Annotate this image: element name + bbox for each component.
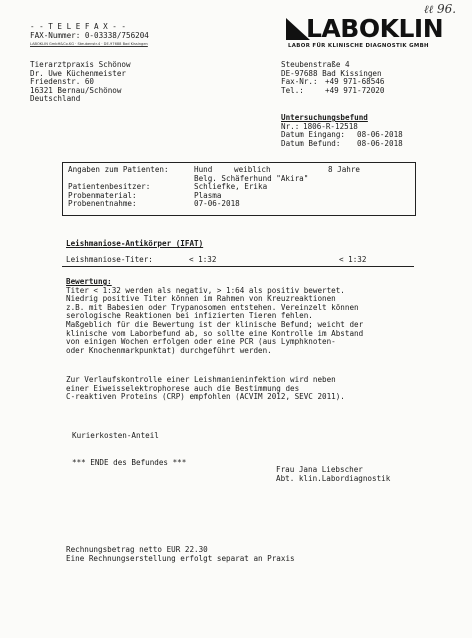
test-title: Leishmaniose-Antikörper (IFAT) (66, 239, 204, 248)
patient-details (68, 166, 360, 209)
test-reference-value: < 1:32 (339, 255, 367, 264)
material-label: Probenmaterial: (68, 190, 137, 200)
billing-note: Eine Rechnungserstellung erfolgt separat an Praxis (66, 553, 295, 563)
signature-name: Frau Jana Liebscher (276, 465, 363, 474)
follow-up-line: einer Eiweisselektrophorese auch die Bestimmung des (66, 383, 300, 393)
handwritten-mark-icon: ℓℓ (424, 3, 434, 16)
evaluation-line: serologische Reaktionen bei infizierten Tieren fehlen. (66, 311, 313, 321)
billing-amount: Rechnungsbetrag netto EUR 22.30 (66, 545, 208, 554)
lab-tel-value: +49 971-72020 (325, 85, 385, 95)
recipient-line: Deutschland (30, 94, 81, 104)
recipient-address (30, 61, 131, 104)
fax-sender-line: LABOKLIN GmbH&Co.KG · Steubenstr.4 · DE-97688 Bad Kissingen (30, 42, 148, 46)
test-row (66, 256, 366, 265)
evaluation-line: Maßgeblich für die Bewertung ist der klinische Befund; weicht der (66, 319, 364, 329)
evaluation-line: Niedrig positive Titer können im Rahmen von Kreuzreaktionen (66, 294, 336, 304)
patient-age: 8 Jahre (328, 165, 361, 174)
follow-up-line: C-reaktiven Proteins (CRP) empfohlen (ACVIM 2012, SEVC 2011). (66, 392, 345, 402)
evaluation (66, 278, 363, 355)
patient-row-sample-date (68, 200, 360, 209)
evaluation-line: z.B. mit Babesien oder Trypanosomen entstehen. Vereinzelt können (66, 302, 359, 312)
patient-label: Angaben zum Patienten: (68, 165, 169, 174)
report-date-label: Datum Befund: (281, 138, 341, 148)
evaluation-line: oder Knochenmarkpunktat) durchgeführt werden. (66, 345, 272, 355)
courier-cost: Kurierkosten-Anteil (72, 431, 159, 440)
handwritten-note: ℓℓ 96. (424, 2, 457, 16)
recipient-line: 16321 Bernau/Schönow (30, 85, 122, 95)
lab-subtitle: LABOR FÜR KLINISCHE DIAGNOSTIK GMBH (288, 43, 429, 49)
lab-fax-label: Fax-Nr.: (281, 77, 318, 87)
lab-address (281, 61, 384, 95)
material-value: Plasma (194, 190, 222, 200)
lab-fax-value: +49 971-68546 (325, 77, 385, 87)
report-date (281, 140, 403, 149)
test-result-value: < 1:32 (189, 255, 217, 264)
end-marker: *** ENDE des Befundes *** (72, 458, 187, 467)
fax-number: FAX-Nummer: 0-03338/756204 (30, 31, 149, 40)
lab-street: Steubenstraße 4 (281, 60, 350, 69)
patient-sex: weiblich (234, 165, 271, 174)
signature-department: Abt. klin.Labordiagnostik (276, 473, 391, 483)
evaluation-line: Titer < 1:32 werden als negativ, > 1:64 als positiv bewertet. (66, 285, 345, 295)
report-heading: Untersuchungsbefund (281, 113, 368, 122)
evaluation-line: von einigen Wochen erfolgen oder eine PCR (aus Lymphknoten- (66, 337, 336, 347)
sample-date-label: Probenentnahme: (68, 199, 137, 209)
recipient-line: Dr. Uwe Küchenmeister (30, 68, 127, 78)
test-row-label: Leishmaniose-Titer: (66, 255, 153, 264)
recipient-line: Friedenstr. 60 (30, 77, 95, 87)
billing (66, 546, 295, 563)
report-info (281, 114, 403, 148)
follow-up (66, 376, 345, 402)
patient-breed-name: Belg. Schäferhund "Akira" (194, 173, 309, 183)
lab-tel (281, 87, 384, 96)
follow-up-line: Zur Verlaufskontrolle einer Leishmanieninfektion wird neben (66, 375, 336, 384)
signature-block (276, 466, 390, 483)
evaluation-line: klinische vom Laborbefund ab, so sollte eine Kontrolle im Abstand (66, 328, 364, 338)
owner-value: Schliefke, Erika (194, 182, 268, 192)
evaluation-heading: Bewertung: (66, 277, 112, 286)
report-nr-label: Nr.: (281, 121, 300, 131)
lab-tel-label: Tel.: (281, 85, 304, 95)
owner-label: Patientenbesitzer: (68, 182, 151, 192)
lab-city: DE-97688 Bad Kissingen (281, 68, 382, 78)
lab-logo-text: LABOKLIN (306, 14, 444, 43)
patient-species: Hund (194, 165, 213, 174)
report-received-label: Datum Eingang: (281, 130, 346, 140)
fax-title: - - T E L E F A X - - (30, 22, 127, 31)
report-nr-value: 1806-R-12518 (303, 121, 358, 131)
recipient-line: Tierarztpraxis Schönow (30, 60, 131, 69)
report-received-value: 08-06-2018 (357, 130, 403, 140)
sample-date-value: 07-06-2018 (194, 199, 240, 209)
report-date-value: 08-06-2018 (357, 138, 403, 148)
